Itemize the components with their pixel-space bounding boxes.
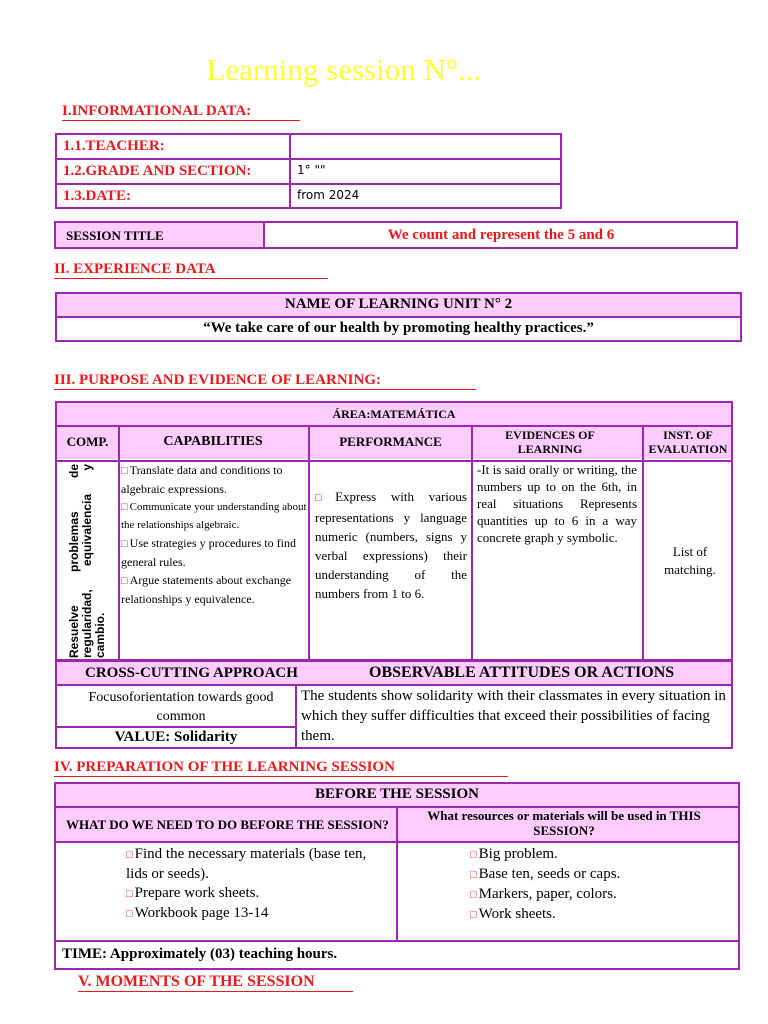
- section-purpose-heading: III. PURPOSE AND EVIDENCE OF LEARNING:: [54, 372, 476, 390]
- section-moments-heading: V. MOMENTS OF THE SESSION: [78, 973, 353, 992]
- todo-list: [126, 845, 376, 924]
- section-informational-heading: I.INFORMATIONAL DATA:: [62, 103, 300, 121]
- resources-column-header: What resources or materials will be used in THIS SESSION?: [427, 808, 701, 838]
- todo-item: □ Workbook page 13-14: [126, 905, 269, 921]
- todo-item: □ Find the necessary materials (base ten, lids or seeds).: [126, 846, 367, 882]
- capability-item: □ Argue statements about exchange relationships y equivalence.: [121, 573, 292, 606]
- learning-unit-name: NAME OF LEARNING UNIT N° 2: [284, 296, 513, 312]
- capabilities-list: [121, 461, 307, 608]
- capability-item: □ Communicate your understanding about the relationships algebraic.: [121, 501, 307, 531]
- capability-item: □ Translate data and conditions to algebraic expressions.: [121, 463, 283, 496]
- performance-text: □ Express with various representations y language numeric (numbers, signs y verbal expressions) their understanding of the numbers from 1 to 6.: [315, 489, 467, 601]
- grade-label: 1.2.GRADE AND SECTION:: [63, 163, 252, 179]
- page-title: Learning session N°...: [206, 52, 482, 87]
- evidences-text: -It is said orally or writing, the numbers up to on the 6th, in real situations Represents quantities up to 6 in a way concrete graph y symbolic.: [477, 462, 637, 545]
- section-experience-heading: II. EXPERIENCE DATA: [54, 261, 328, 279]
- section-preparation-heading: IV. PREPARATION OF THE LEARNING SESSION: [54, 759, 508, 777]
- instrument-text: List of matching.: [664, 544, 716, 577]
- before-session-heading: BEFORE THE SESSION: [315, 786, 479, 802]
- learning-unit-table: [55, 292, 742, 342]
- teacher-label: 1.1.TEACHER:: [63, 138, 165, 154]
- cross-cutting-table: [55, 660, 733, 749]
- learning-unit-quote: “We take care of our health by promoting healthy practices.”: [203, 320, 594, 336]
- date-label: 1.3.DATE:: [63, 188, 132, 204]
- evidences-header: EVIDENCES OF LEARNING: [505, 428, 595, 456]
- session-title-label: SESSION TITLE: [66, 228, 164, 243]
- resource-item: □ Markers, paper, colors.: [470, 886, 617, 902]
- attitudes-text: The students show solidarity with their classmates in every situation in which they suffer difficulties that exceed their possibilities of facing them.: [301, 688, 726, 744]
- capabilities-header: CAPABILITIES: [163, 434, 263, 449]
- value-text: VALUE: Solidarity: [114, 729, 238, 745]
- resource-item: □ Base ten, seeds or caps.: [470, 866, 621, 882]
- focus-text: Focusoforientation towards good common: [88, 690, 274, 724]
- cross-cutting-heading: CROSS-CUTTING APPROACH: [85, 665, 298, 681]
- area-label: ÁREA:MATEMÁTICA: [332, 407, 456, 421]
- session-title-value: We count and represent the 5 and 6: [387, 227, 615, 243]
- time-text: TIME: Approximately (03) teaching hours.: [62, 946, 338, 962]
- inst-header: INST. OF EVALUATION: [648, 428, 728, 456]
- purpose-table: [55, 401, 733, 661]
- performance-header: PERFORMANCE: [339, 434, 442, 449]
- capability-item: □ Use strategies y procedures to find general rules.: [121, 536, 296, 569]
- resource-item: □ Big problem.: [470, 846, 558, 862]
- todo-column-header: WHAT DO WE NEED TO DO BEFORE THE SESSION?: [66, 817, 389, 832]
- todo-item: □ Prepare work sheets.: [126, 885, 260, 901]
- comp-header: COMP.: [66, 434, 109, 449]
- informational-table: [55, 133, 562, 209]
- resource-item: □ Work sheets.: [470, 906, 556, 922]
- date-value: from 2024: [297, 188, 360, 202]
- session-title-row: [54, 221, 738, 249]
- resources-list: [470, 845, 730, 925]
- before-session-table: [54, 782, 740, 970]
- attitudes-heading: OBSERVABLE ATTITUDES OR ACTIONS: [369, 664, 675, 681]
- competency-text: Resuelve problemas de regularidad, equivalencia y cambio.: [67, 464, 107, 658]
- grade-value: 1° "": [297, 163, 326, 177]
